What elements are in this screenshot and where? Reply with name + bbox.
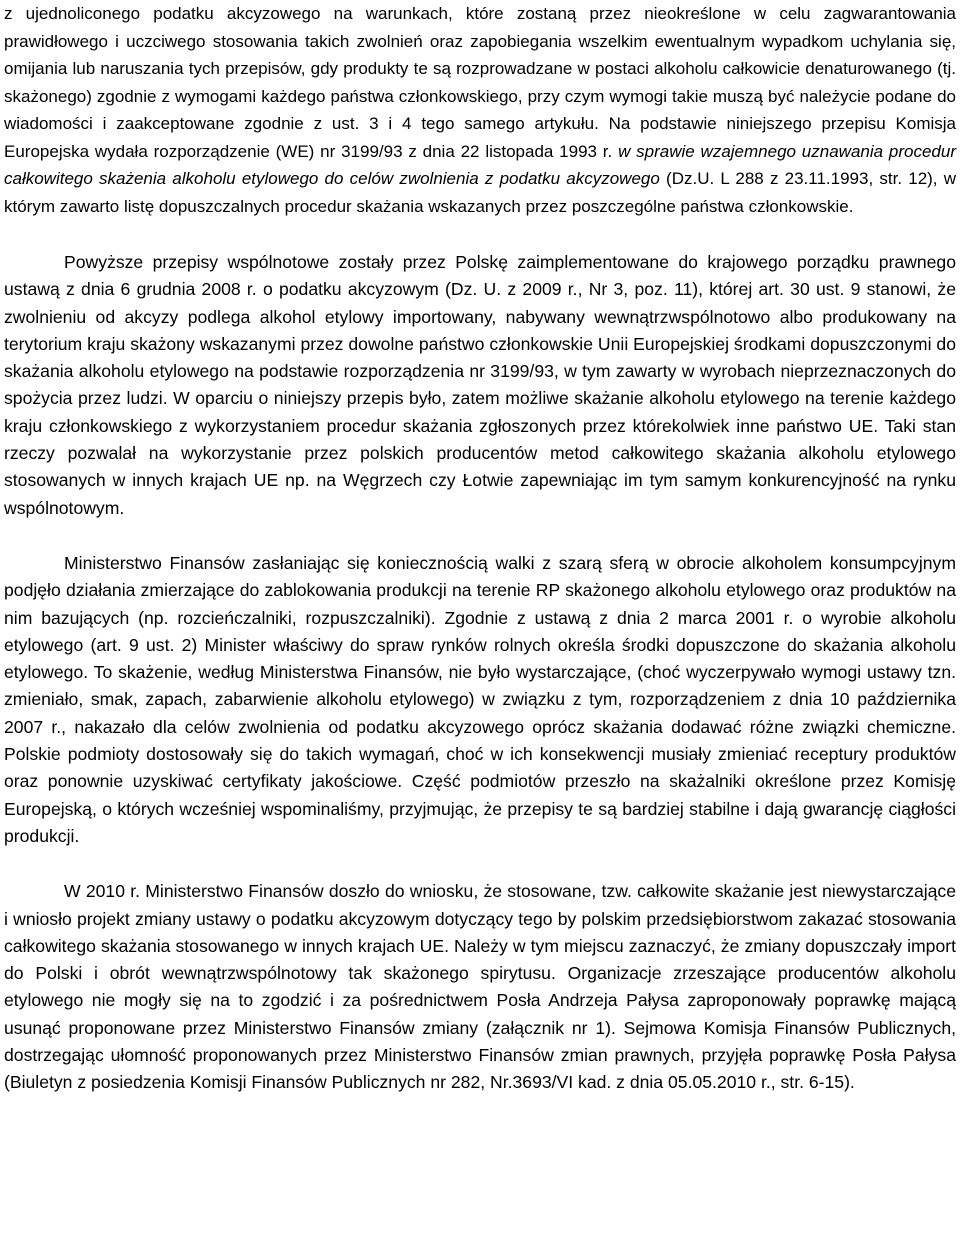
regulation-title-italic: w sprawie wzajemnego uznawania procedur całkowitego skażenia alkoholu etylowego do celów zwolnienia z podatku akcyzowego	[4, 141, 956, 188]
paragraph-3: Ministerstwo Finansów zasłaniając się koniecznością walki z szarą sferą w obrocie alkoholem konsumpcyjnym podjęło działania zmierzające do zablokowania produkcji na terenie RP skażonego alkoholu etylowego oraz produktów na nim bazujących (np. rozcieńczalniki, rozpuszczalniki). Zgodnie z ustawą z dnia 2 marca 2001 r. o wyrobie alkoholu etylowego (art. 9 ust. 2) Minister właściwy do spraw rynków rolnych określa środki dopuszczone do skażania alkoholu etylowego. To skażenie, według Ministerstwa Finansów, nie było wystarczające, (choć wyczerpywało wymogi ustawy tzn. zmieniało, smak, zapach, zabarwienie alkoholu etylowego) w związku z tym, rozporządzeniem z dnia 10 października 2007 r., nakazało dla celów zwolnienia od podatku akcyzowego oprócz skażania dodawać różne związki chemiczne. Polskie podmioty dostosowały się do takich wymagań, choć w ich konsekwencji musiały zmieniać receptury produktów oraz ponownie uzyskiwać certyfikaty jakościowe. Część podmiotów przeszło na skażalniki określone przez Komisję Europejską, o których wcześniej wspominaliśmy, przyjmując, że przepisy te są bardziej stabilne i dają gwarancję ciągłości produkcji.	[4, 552, 956, 846]
paragraph-1-text-b: (Dz.U. L 288 z 23.11.1993, str. 12), w którym zawarto listę dopuszczalnych procedur skażania wskazanych przez poszczególne państwa członkowskie.	[4, 169, 957, 216]
paragraph-2: Powyższe przepisy wspólnotowe zostały przez Polskę zaimplementowane do krajowego porządku prawnego ustawą z dnia 6 grudnia 2008 r. o podatku akcyzowym (Dz. U. z 2009 r., Nr 3, poz. 11), której art. 30 ust. 9 stanowi, że zwolnieniu od akcyzy podlega alkohol etylowy importowany, nabywany wewnątrzwspólnotowo albo produkowany na terytorium kraju skażony wskazanymi przez dowolne państwo członkowskie Unii Europejskiej środkami dopuszczonymi do skażania alkoholu etylowego na podstawie rozporządzenia nr 3199/93, w tym zawarty w wyrobach nieprzeznaczonych do spożycia przez ludzi. W oparciu o niniejszy przepis było, zatem możliwe skażanie alkoholu etylowego na terenie każdego kraju członkowskiego z wykorzystaniem procedur skażania zgłoszonych przez którekolwiek inne państwo UE. Taki stan rzeczy pozwalał na wykorzystanie przez polskich producentów metod całkowitego skażania alkoholu etylowego stosowanych w innych krajach UE np. na Węgrzech czy Łotwie zapewniając im tym samym konkurencyjność na rynku wspólnotowym.	[4, 252, 956, 518]
document-page	[4, 0, 956, 1097]
paragraph-1-text-a: z ujednoliconego podatku akcyzowego na warunkach, które zostaną przez nieokreślone w celu zagwarantowania prawidłowego i uczciwego stosowania takich zwolnień oraz zapobiegania wszelkim ewentualnym wypadkom uchylania się, omijania lub naruszania tych przepisów, gdy produkty te są rozprowadzane w postaci alkoholu całkowicie denaturowanego (tj. skażonego) zgodnie z wymogami każdego państwa członkowskiego, przy czym wymogi takie muszą być należycie podane do wiadomości i zaakceptowane zgodnie z ust. 3 i 4 tego samego artykułu. Na podstawie niniejszego przepisu Komisja Europejska wydała rozporządzenie (WE) nr 3199/93 z dnia 22 listopada 1993 r.	[4, 4, 956, 161]
paragraph-1	[4, 0, 956, 220]
paragraph-4: W 2010 r. Ministerstwo Finansów doszło do wniosku, że stosowane, tzw. całkowite skażanie jest niewystarczające i wniosło projekt zmiany ustawy o podatku akcyzowym dotyczący tego by polskim przedsiębiorstwom zakazać stosowania całkowitego skażania stosowanego w innych krajach UE. Należy w tym miejscu zaznaczyć, że zmiany dopuszczały import do Polski i obrót wewnątrzwspólnotowy tak skażonego spirytusu. Organizacje zrzeszające producentów alkoholu etylowego nie mogły się na to zgodzić i za pośrednictwem Posła Andrzeja Pałysa zaproponowały poprawkę mającą usunąć proponowane przez Ministerstwo Finansów zmiany (załącznik nr 1). Sejmowa Komisja Finansów Publicznych, dostrzegając ułomność proponowanych przez Ministerstwo Finansów zmian prawnych, przyjęła poprawkę Posła Pałysa (Biuletyn z posiedzenia Komisji Finansów Publicznych nr 282, Nr.3693/VI kad. z dnia 05.05.2010 r., str. 6-15).	[4, 881, 956, 1093]
